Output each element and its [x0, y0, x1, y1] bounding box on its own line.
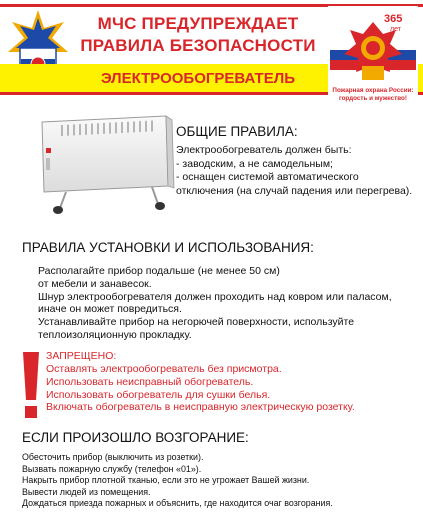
general-rules-text: Электрообогреватель должен быть: - заводским, а не самодельным; - оснащен системой автоматического отключения (на случай падения или перегрева).: [176, 144, 413, 197]
installation-rules-text: Располагайте прибор подальше (не менее 50 см) от мебели и занавесок. Шнур электрообогревателя должен проходить над ковром или паласом, иначе он может повредиться. Устанавливайте прибор на негорючей поверхности, используйте теплоизоляционную прокладку.: [38, 265, 392, 341]
poster-title-line1: МЧС ПРЕДУПРЕЖДАЕТ: [97, 14, 299, 33]
poster-title-line2: ПРАВИЛА БЕЗОПАСНОСТИ: [80, 36, 316, 55]
emblem-slogan-line1: Пожарная охрана России:: [332, 87, 414, 94]
band-title: ЭЛЕКТРООБОГРЕВАТЕЛЬ: [100, 70, 296, 87]
forbidden-list: Оставлять электрообогреватель без присмотра. Использовать неисправный обогреватель. Использовать обогреватель для сушки белья. Включать обогреватель в неисправную электрическую розетку.: [46, 363, 355, 414]
emblem-slogan-line2: гордость и мужество!: [339, 95, 407, 102]
fire-section-text: Обесточить прибор (выключить из розетки). Вызвать пожарную службу (телефон «01»). Накрыть прибор плотной тканью, если это не угрожает Вашей жизни. Вывести людей из помещения. Дождаться приезда пожарных и объяснить, где находится очаг возгорания.: [22, 452, 333, 508]
poster-header: [0, 0, 423, 112]
emblem-number: 365: [384, 13, 403, 25]
fire-service-365-emblem-icon: [328, 6, 418, 110]
electric-heater-icon: [26, 108, 176, 218]
forbidden-heading: ЗАПРЕЩЕНО:: [46, 350, 117, 362]
exclamation-icon: [20, 352, 42, 422]
fire-section-title: ЕСЛИ ПРОИЗОШЛО ВОЗГОРАНИЕ:: [22, 430, 249, 445]
emblem-sub: лет: [390, 26, 401, 33]
installation-rules-title: ПРАВИЛА УСТАНОВКИ И ИСПОЛЬЗОВАНИЯ:: [22, 240, 314, 255]
general-rules-title: ОБЩИЕ ПРАВИЛА:: [176, 124, 298, 139]
